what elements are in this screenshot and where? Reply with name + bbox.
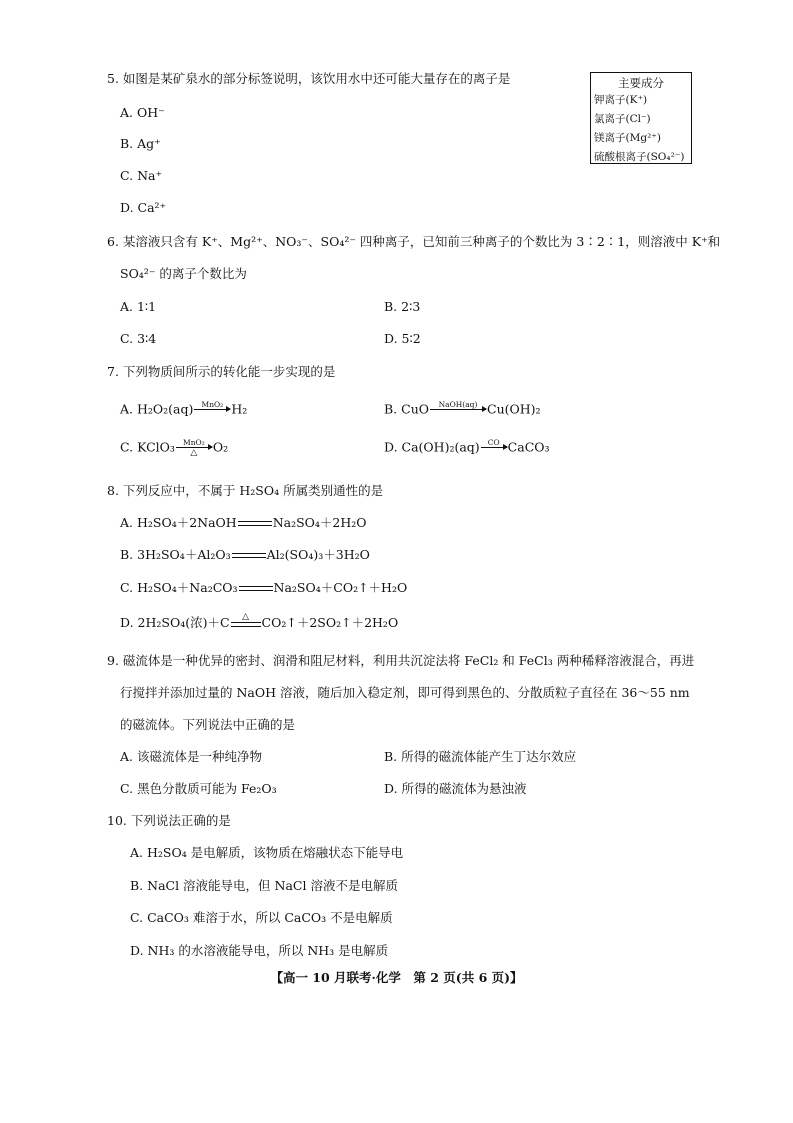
q8-d-products: CO₂↑＋2SO₂↑＋2H₂O	[261, 615, 399, 630]
q9-stem-line2: 行搅拌并添加过量的 NaOH 溶液，随后加入稳定剂，即可得到黑色的、分散质粒子直径在 36～55 nm	[120, 685, 690, 700]
q7-b-reactant: B. CuO	[384, 401, 429, 417]
reaction-arrow	[194, 400, 230, 420]
q7-c-reactant: C. KClO₃	[120, 439, 175, 455]
q10-option-a: A. H₂SO₄ 是电解质，该物质在熔融状态下能导电	[130, 845, 404, 860]
q6-stem-line1: 6. 某溶液只含有 K⁺、Mg²⁺、NO₃⁻、SO₄²⁻ 四种离子，已知前三种离子的个数比为 3∶2∶1，则溶液中 K⁺和	[107, 234, 721, 249]
label-item-sulfate: 硫酸根离子(SO₄²⁻)	[594, 151, 685, 163]
q6-option-a: A. 1∶1	[120, 299, 157, 314]
q8-a-products: Na₂SO₄＋2H₂O	[272, 515, 367, 530]
q9-stem-line1: 9. 磁流体是一种优异的密封、润滑和阻尼材料，利用共沉淀法将 FeCl₂ 和 FeCl₃ 两种稀释溶液混合，再进	[107, 653, 695, 668]
q6-option-c: C. 3∶4	[120, 331, 157, 346]
reaction-arrow	[430, 400, 486, 420]
q9-option-c: C. 黑色分散质可能为 Fe₂O₃	[120, 781, 277, 796]
q5-stem: 5. 如图是某矿泉水的部分标签说明，该饮用水中还可能大量存在的离子是	[107, 71, 511, 86]
q8-b-products: Al₂(SO₄)₃＋3H₂O	[266, 547, 370, 562]
q10-option-d: D. NH₃ 的水溶液能导电，所以 NH₃ 是电解质	[130, 943, 389, 958]
q7-c-product: O₂	[212, 439, 229, 455]
reaction-arrow	[481, 438, 507, 458]
q7-d-product: CaCO₃	[507, 439, 550, 455]
q5-option-d: D. Ca²⁺	[120, 200, 167, 215]
page-footer: 【高一 10 月联考·化学 第 2 页(共 6 页)】	[270, 970, 523, 985]
q5-option-c: C. Na⁺	[120, 168, 163, 183]
reaction-arrow	[176, 438, 212, 458]
equals-sign	[232, 553, 266, 558]
q9-stem-line3: 的磁流体。下列说法中正确的是	[120, 717, 296, 732]
q8-stem: 8. 下列反应中，不属于 H₂SO₄ 所属类别通性的是	[107, 483, 384, 498]
q7-b-condition: NaOH(aq)	[438, 400, 478, 409]
q7-c-heat-symbol: △	[190, 448, 198, 458]
q8-d-heat-symbol: △	[242, 611, 249, 622]
q10-stem: 10. 下列说法正确的是	[107, 813, 231, 828]
q7-d-reactant: D. Ca(OH)₂(aq)	[384, 439, 480, 455]
q8-c-reactants: C. H₂SO₄＋Na₂CO₃	[120, 580, 238, 595]
q8-option-b	[120, 546, 370, 564]
q5-option-a: A. OH⁻	[120, 105, 165, 120]
label-item-potassium: 钾离子(K⁺)	[594, 94, 648, 106]
q7-a-condition: MnO₂	[201, 400, 224, 409]
q7-option-b	[384, 400, 541, 420]
q7-option-c	[120, 438, 228, 458]
q8-option-c	[120, 579, 407, 597]
q6-option-d: D. 5∶2	[384, 331, 421, 346]
mineral-water-label	[590, 72, 692, 164]
q7-a-reactant: A. H₂O₂(aq)	[120, 401, 194, 417]
q9-option-a: A. 该磁流体是一种纯净物	[120, 749, 262, 764]
q9-option-d: D. 所得的磁流体为悬浊液	[384, 781, 527, 796]
q7-a-product: H₂	[231, 401, 248, 417]
equals-sign	[231, 613, 261, 627]
label-item-magnesium: 镁离子(Mg²⁺)	[594, 132, 661, 144]
q8-d-reactants: D. 2H₂SO₄(浓)＋C	[120, 615, 230, 630]
q5-option-b: B. Ag⁺	[120, 136, 161, 151]
q7-stem: 7. 下列物质间所示的转化能一步实现的是	[107, 364, 336, 379]
q7-option-d	[384, 438, 550, 458]
q9-option-b: B. 所得的磁流体能产生丁达尔效应	[384, 749, 577, 764]
q8-a-reactants: A. H₂SO₄＋2NaOH	[120, 515, 237, 530]
equals-sign	[239, 586, 273, 591]
label-item-chloride: 氯离子(Cl⁻)	[594, 113, 651, 125]
q6-stem-line2: SO₄²⁻ 的离子个数比为	[120, 266, 247, 281]
q10-option-c: C. CaCO₃ 难溶于水，所以 CaCO₃ 不是电解质	[130, 910, 393, 925]
equals-sign	[238, 521, 272, 526]
q10-option-b: B. NaCl 溶液能导电，但 NaCl 溶液不是电解质	[130, 878, 398, 893]
q8-c-products: Na₂SO₄＋CO₂↑＋H₂O	[273, 580, 408, 595]
q8-b-reactants: B. 3H₂SO₄＋Al₂O₃	[120, 547, 231, 562]
q7-option-a	[120, 400, 247, 420]
q6-option-b: B. 2∶3	[384, 299, 421, 314]
q8-option-d	[120, 611, 399, 632]
label-title: 主要成分	[618, 76, 664, 90]
q8-option-a	[120, 514, 367, 532]
q7-d-condition: CO	[487, 438, 500, 447]
q7-b-product: Cu(OH)₂	[487, 401, 541, 417]
q7-c-condition: MnO₂	[183, 438, 205, 447]
